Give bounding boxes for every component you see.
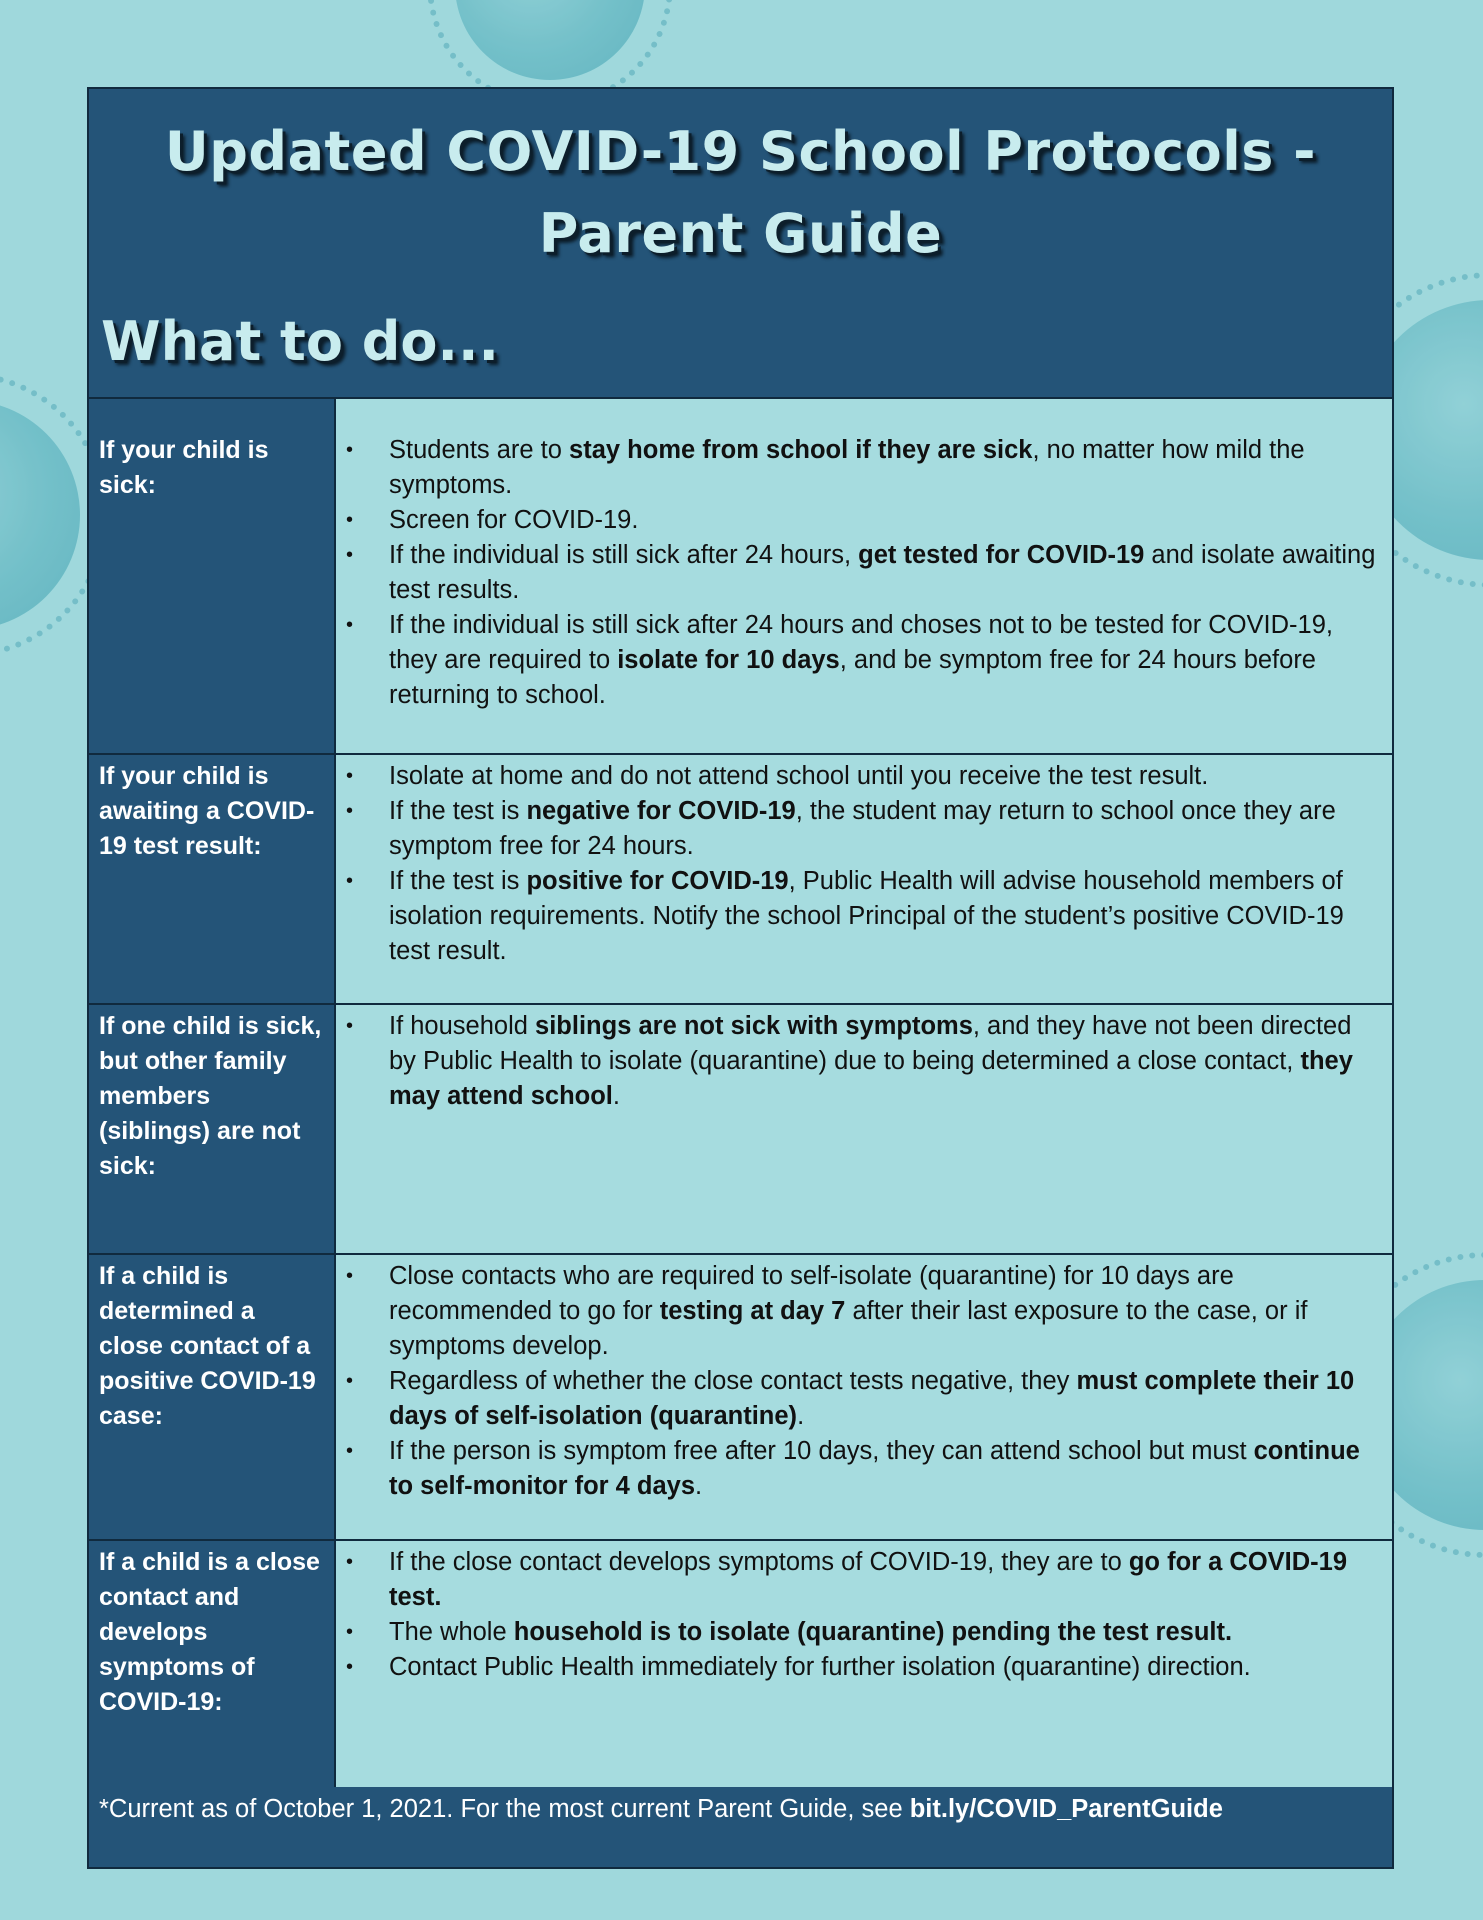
bullet-text: Contact Public Health immediately for further isolation (quarantine) direction.: [389, 1653, 1251, 1681]
bullet-bold-text: household is to isolate (quarantine) pending the test result.: [513, 1618, 1233, 1646]
row-label: If a child is a close contact and develops symptoms of COVID-19:: [89, 1541, 336, 1789]
row-label: If your child is sick:: [89, 399, 336, 753]
footer-note: [89, 1787, 1392, 1867]
bullet-bold-text: stay home from school if they are sick: [569, 436, 1033, 464]
protocol-row-awaiting-test: [89, 755, 1392, 1005]
bullet-item: [336, 1615, 1380, 1650]
bullet-item: [336, 1434, 1380, 1504]
bullet-text: If the test is: [389, 797, 527, 825]
bullet-text: Close contacts who are required to self-isolate (quarantine) for 10 days are recommended to go for: [389, 1262, 1234, 1325]
bullet-text: Students are to: [389, 436, 570, 464]
footer-link[interactable]: bit.ly/COVID_ParentGuide: [909, 1795, 1223, 1823]
bullet-list: [336, 433, 1380, 713]
bullet-text: .: [612, 1082, 620, 1110]
virus-decoration-icon: [0, 400, 80, 630]
bullet-text: , Public Health will advise household members of isolation requirements. Notify the school Principal of the student’s positive COVID-19 test result.: [389, 867, 1344, 965]
bullet-text: and isolate awaiting test results.: [389, 541, 1376, 604]
bullet-bold-text: isolate for 10 days: [617, 646, 840, 674]
bullet-item: [336, 433, 1380, 503]
bullet-text: If the individual is still sick after 24 hours,: [389, 541, 859, 569]
bullet-item: [336, 1009, 1380, 1114]
guide-header: [89, 89, 1392, 399]
bullet-bold-text: must complete their 10 days of self-isolation (quarantine): [389, 1367, 1355, 1430]
protocol-row-sick: [89, 399, 1392, 755]
row-label: If one child is sick, but other family members (siblings) are not sick:: [89, 1005, 336, 1253]
bullet-list: [336, 1009, 1380, 1114]
row-content: [336, 755, 1392, 1003]
virus-decoration-icon: [455, 0, 645, 80]
bullet-item: [336, 1364, 1380, 1434]
bullet-bold-text: testing at day 7: [659, 1297, 846, 1325]
bullet-bold-text: they may attend school: [389, 1047, 1353, 1110]
row-content: [336, 1255, 1392, 1539]
bullet-item: [336, 503, 1380, 538]
footer-text: *Current as of October 1, 2021. For the most current Parent Guide, see: [99, 1795, 910, 1823]
row-label: If your child is awaiting a COVID-19 test result:: [89, 755, 336, 1003]
bullet-bold-text: positive for COVID-19: [526, 867, 789, 895]
bullet-item: [336, 1545, 1380, 1615]
bullet-text: Regardless of whether the close contact tests negative, they: [389, 1367, 1077, 1395]
bullet-item: [336, 1259, 1380, 1364]
bullet-item: [336, 794, 1380, 864]
bullet-text: If the close contact develops symptoms of COVID-19, they are to: [389, 1548, 1129, 1576]
page-title: [89, 111, 1392, 275]
bullet-bold-text: get tested for COVID-19: [858, 541, 1145, 569]
bullet-text: Isolate at home and do not attend school until you receive the test result.: [389, 762, 1209, 790]
bullet-list: [336, 1259, 1380, 1504]
bullet-text: If the person is symptom free after 10 days, they can attend school but must: [389, 1437, 1254, 1465]
bullet-item: [336, 538, 1380, 608]
protocol-row-sibling-sick: [89, 1005, 1392, 1255]
bullet-text: Screen for COVID-19.: [389, 506, 639, 534]
bullet-text: , the student may return to school once they are symptom free for 24 hours.: [389, 797, 1336, 860]
bullet-bold-text: continue to self-monitor for 4 days: [389, 1437, 1360, 1500]
title-line-1: Updated COVID-19 School Protocols -: [164, 120, 1317, 183]
bullet-text: .: [797, 1402, 805, 1430]
bullet-item: [336, 864, 1380, 969]
parent-guide-sheet: [87, 87, 1394, 1869]
bullet-text: If the individual is still sick after 24 hours and choses not to be tested for COVID-19, they are required to: [389, 611, 1333, 674]
bullet-item: [336, 1650, 1380, 1685]
bullet-text: after their last exposure to the case, or if symptoms develop.: [389, 1297, 1308, 1360]
row-content: [336, 399, 1392, 753]
protocol-row-close-contact-symptoms: [89, 1541, 1392, 1791]
bullet-text: The whole: [389, 1618, 514, 1646]
section-heading: What to do...: [101, 310, 500, 373]
row-content: [336, 1541, 1392, 1789]
protocol-row-close-contact: [89, 1255, 1392, 1541]
row-label: If a child is determined a close contact of a positive COVID-19 case:: [89, 1255, 336, 1539]
bullet-bold-text: siblings are not sick with symptoms: [535, 1012, 973, 1040]
bullet-item: [336, 759, 1380, 794]
bullet-text: , and they have not been directed by Public Health to isolate (quarantine) due to being determined a close contact,: [389, 1012, 1352, 1075]
bullet-item: [336, 608, 1380, 713]
bullet-list: [336, 1545, 1380, 1685]
bullet-text: If the test is: [389, 867, 527, 895]
row-content: [336, 1005, 1392, 1253]
title-line-2: Parent Guide: [538, 202, 943, 265]
bullet-text: , and be symptom free for 24 hours before returning to school.: [389, 646, 1316, 709]
bullet-text: If household: [389, 1012, 536, 1040]
bullet-text: , no matter how mild the symptoms.: [389, 436, 1305, 499]
bullet-bold-text: go for a COVID-19 test.: [389, 1548, 1348, 1611]
bullet-text: .: [695, 1472, 703, 1500]
bullet-list: [336, 759, 1380, 969]
bullet-bold-text: negative for COVID-19: [526, 797, 796, 825]
